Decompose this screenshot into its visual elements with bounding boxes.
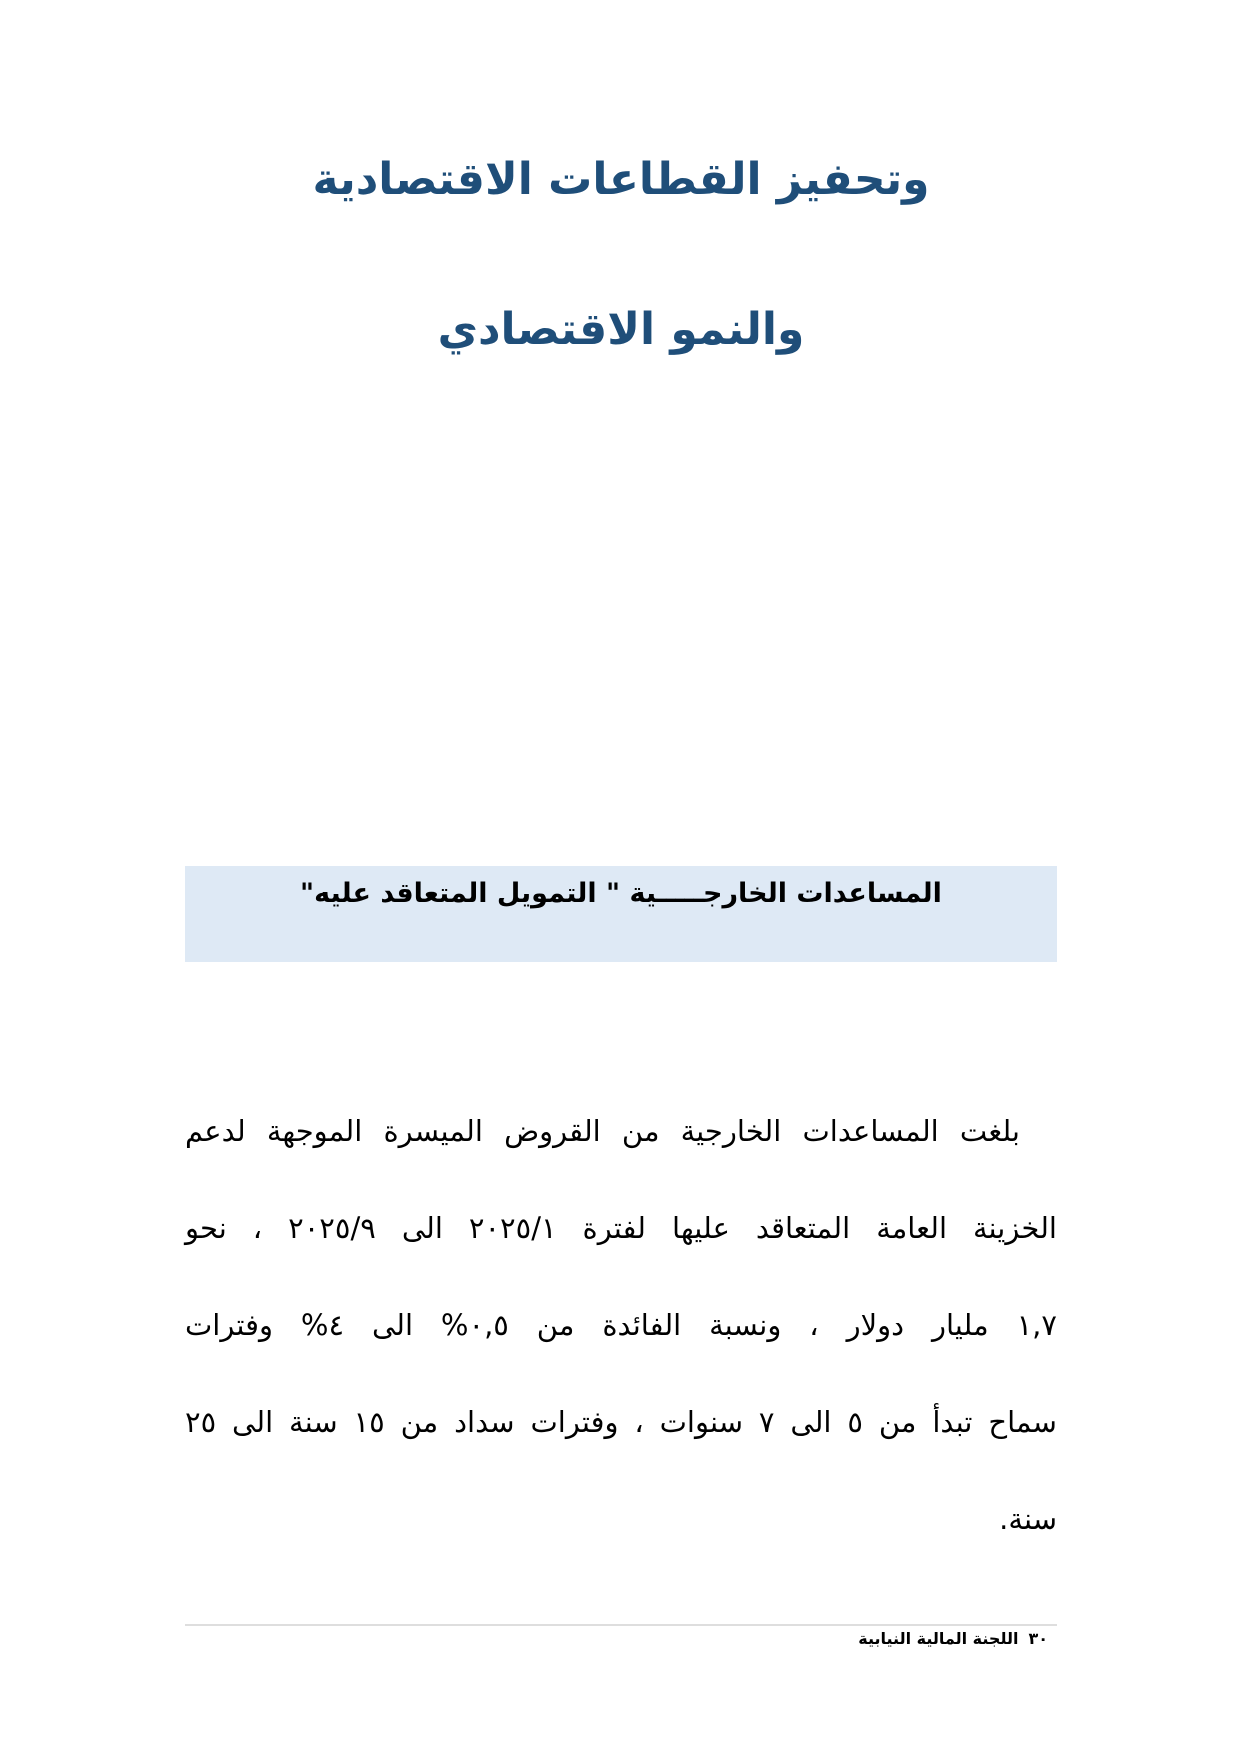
- body-line: ١,٧ مليار دولار ، ونسبة الفائدة من ٠,٥% الى ٤% وفترات: [185, 1308, 1057, 1342]
- page-title-line-2: والنمو الاقتصادي: [437, 304, 805, 355]
- page-title-line-1: وتحفيز القطاعات الاقتصادية: [312, 154, 930, 205]
- page-number: ٣٠: [1028, 1629, 1048, 1648]
- footer-divider: [185, 1624, 1057, 1626]
- section-heading: المساعدات الخارجـــــية " التمويل المتعاقد عليه": [300, 878, 942, 909]
- body-line: سنة.: [999, 1502, 1057, 1536]
- footer-organization: اللجنة المالية النيابية: [858, 1629, 1019, 1648]
- body-paragraph: [185, 1083, 1057, 1568]
- body-line: الخزينة العامة المتعاقد عليها لفترة ٢٠٢٥/١ الى ٢٠٢٥/٩ ، نحو: [185, 1211, 1057, 1245]
- body-line: سماح تبدأ من ٥ الى ٧ سنوات ، وفترات سداد من ١٥ سنة الى ٢٥: [185, 1405, 1057, 1439]
- section-heading-band: [185, 866, 1057, 962]
- page-footer: [858, 1628, 1048, 1650]
- body-line: بلغت المساعدات الخارجية من القروض الميسرة الموجهة لدعم: [185, 1114, 1020, 1148]
